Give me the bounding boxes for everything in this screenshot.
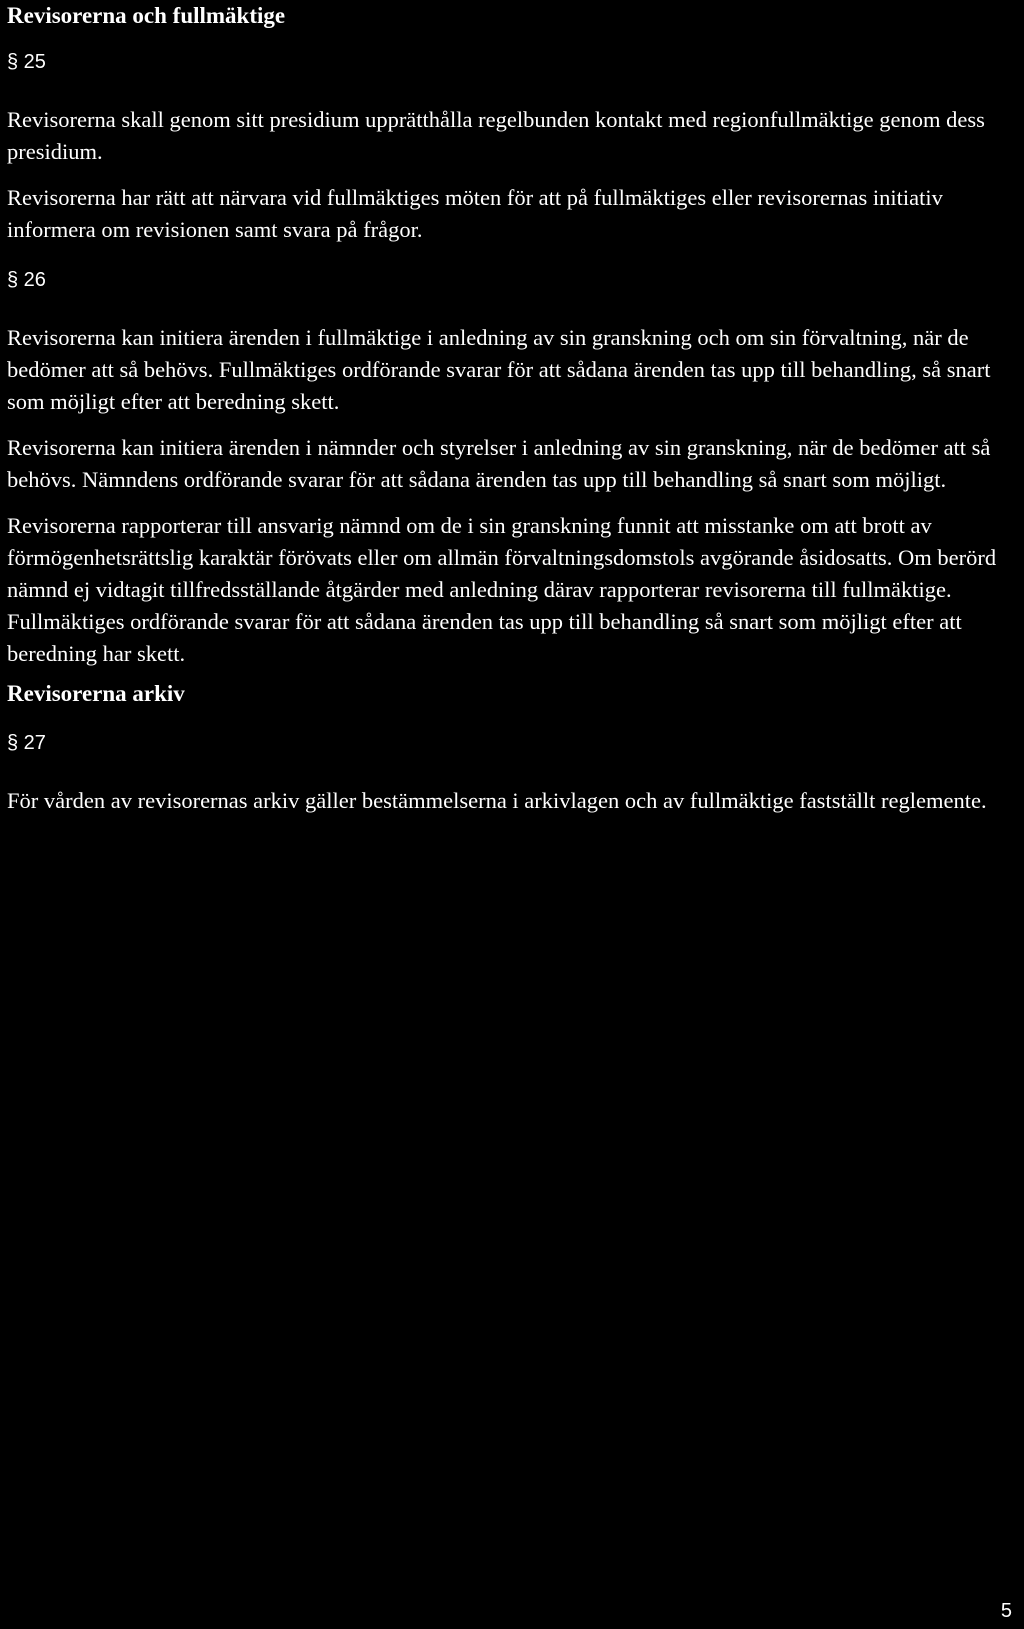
- paragraph-text: Revisorerna har rätt att närvara vid fullmäktiges möten för att på fullmäktiges eller revisorernas initiativ informera om revisionen samt svara på frågor.: [7, 185, 943, 242]
- paragraph-text: Revisorerna kan initiera ärenden i nämnder och styrelser i anledning av sin granskning, när de bedömer att så behövs. Nämndens ordförande svarar för att sådana ärenden tas upp till behandling så snart som möjligt.: [7, 435, 991, 492]
- paragraph-label-26: § 26: [7, 269, 46, 291]
- paragraph-text: Revisorerna skall genom sitt presidium upprätthålla regelbunden kontakt med regionfullmäktige genom dess presidium.: [7, 107, 985, 164]
- section-heading-arkiv: Revisorerna arkiv: [7, 681, 185, 706]
- document-page: [7, 0, 1017, 817]
- paragraph-label-27: § 27: [7, 732, 46, 754]
- paragraph-text: Revisorerna rapporterar till ansvarig nämnd om de i sin granskning funnit att misstanke om att brott av förmögenhetsrättslig karaktär förövats eller om allmän förvaltningsdomstols avgörande åsidosatts. Om berörd nämnd ej vidtagit tillfredsställande åtgärder med anledning därav rapporterar revisorerna till fullmäktige. Fullmäktiges ordförande svarar för att sådana ärenden tas upp till behandling så snart som möjligt efter att beredning har skett.: [7, 513, 997, 666]
- page-number: 5: [1000, 1600, 1012, 1622]
- paragraph-text: Revisorerna kan initiera ärenden i fullmäktige i anledning av sin granskning och om sin förvaltning, när de bedömer att så behövs. Fullmäktiges ordförande svarar för att sådana ärenden tas upp till behandling, så snart som möjligt efter att beredning skett.: [7, 325, 991, 414]
- section-heading-fullmaktige: Revisorerna och fullmäktige: [7, 3, 286, 28]
- paragraph-label-25: § 25: [7, 51, 46, 73]
- paragraph-text: För vården av revisorernas arkiv gäller bestämmelserna i arkivlagen och av fullmäktige fastställt reglemente.: [7, 788, 987, 813]
